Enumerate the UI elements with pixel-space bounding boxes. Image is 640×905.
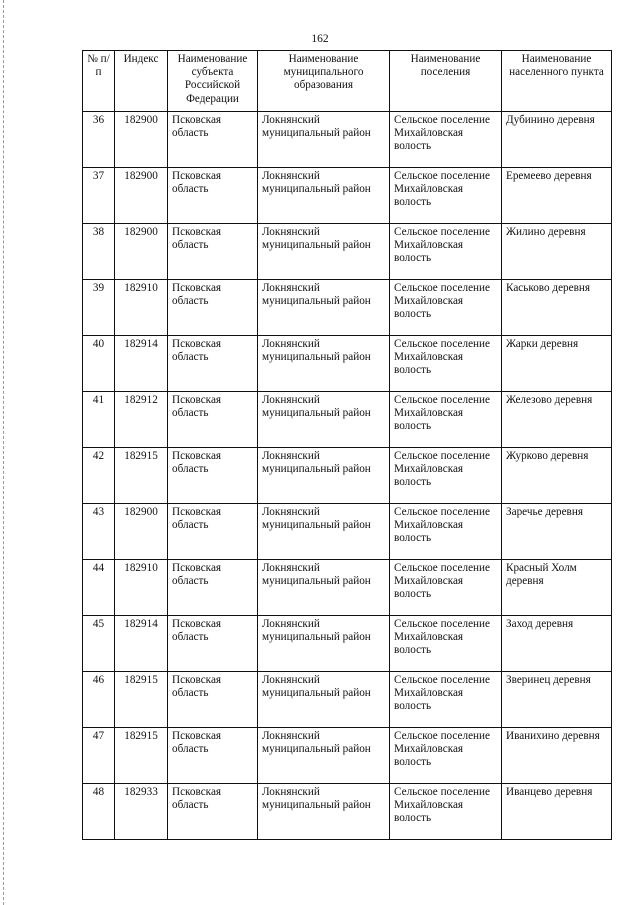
table-body: [83, 112, 612, 840]
locality-name-cell: Каськово деревня: [502, 280, 612, 336]
settlement-name-cell: Сельское поселение Михайловская волость: [390, 224, 502, 280]
postal-index-cell: 182900: [115, 168, 168, 224]
subject-name-cell: Псковская область: [168, 392, 258, 448]
row-number-cell: 36: [83, 112, 115, 168]
row-number-cell: 48: [83, 784, 115, 840]
subject-name-cell: Псковская область: [168, 448, 258, 504]
subject-name-cell: Псковская область: [168, 112, 258, 168]
header-subject: Наименование субъекта Российской Федерации: [168, 51, 258, 112]
locality-name-cell: Жилино деревня: [502, 224, 612, 280]
locality-name-cell: Заход деревня: [502, 616, 612, 672]
settlements-table: [82, 50, 612, 840]
locality-name-cell: Железово деревня: [502, 392, 612, 448]
header-number: № п/п: [83, 51, 115, 112]
postal-index-cell: 182914: [115, 616, 168, 672]
table-row: [83, 448, 612, 504]
municipality-name-cell: Локнянский муниципальный район: [258, 448, 390, 504]
subject-name-cell: Псковская область: [168, 504, 258, 560]
row-number-cell: 47: [83, 728, 115, 784]
row-number-cell: 37: [83, 168, 115, 224]
table-row: [83, 728, 612, 784]
row-number-cell: 46: [83, 672, 115, 728]
header-index: Индекс: [115, 51, 168, 112]
subject-name-cell: Псковская область: [168, 784, 258, 840]
table-row: [83, 616, 612, 672]
row-number-cell: 42: [83, 448, 115, 504]
scan-edge-line: [3, 0, 4, 905]
settlement-name-cell: Сельское поселение Михайловская волость: [390, 616, 502, 672]
municipality-name-cell: Локнянский муниципальный район: [258, 168, 390, 224]
header-settlement: Наименование поселения: [390, 51, 502, 112]
table-row: [83, 784, 612, 840]
table-row: [83, 280, 612, 336]
settlement-name-cell: Сельское поселение Михайловская волость: [390, 392, 502, 448]
header-locality: Наименование населенного пункта: [502, 51, 612, 112]
settlement-name-cell: Сельское поселение Михайловская волость: [390, 560, 502, 616]
subject-name-cell: Псковская область: [168, 672, 258, 728]
municipality-name-cell: Локнянский муниципальный район: [258, 560, 390, 616]
subject-name-cell: Псковская область: [168, 168, 258, 224]
postal-index-cell: 182900: [115, 504, 168, 560]
locality-name-cell: Иванихино деревня: [502, 728, 612, 784]
settlement-name-cell: Сельское поселение Михайловская волость: [390, 504, 502, 560]
row-number-cell: 38: [83, 224, 115, 280]
row-number-cell: 40: [83, 336, 115, 392]
postal-index-cell: 182900: [115, 224, 168, 280]
postal-index-cell: 182915: [115, 448, 168, 504]
locality-name-cell: Зверинец деревня: [502, 672, 612, 728]
row-number-cell: 43: [83, 504, 115, 560]
table-row: [83, 168, 612, 224]
table-header-row: [83, 51, 612, 112]
postal-index-cell: 182914: [115, 336, 168, 392]
locality-name-cell: Иванцево деревня: [502, 784, 612, 840]
table-row: [83, 392, 612, 448]
settlement-name-cell: Сельское поселение Михайловская волость: [390, 280, 502, 336]
row-number-cell: 39: [83, 280, 115, 336]
settlement-name-cell: Сельское поселение Михайловская волость: [390, 728, 502, 784]
settlement-name-cell: Сельское поселение Михайловская волость: [390, 336, 502, 392]
municipality-name-cell: Локнянский муниципальный район: [258, 616, 390, 672]
settlement-name-cell: Сельское поселение Михайловская волость: [390, 672, 502, 728]
postal-index-cell: 182900: [115, 112, 168, 168]
subject-name-cell: Псковская область: [168, 336, 258, 392]
table-row: [83, 504, 612, 560]
postal-index-cell: 182910: [115, 560, 168, 616]
locality-name-cell: Заречье деревня: [502, 504, 612, 560]
municipality-name-cell: Локнянский муниципальный район: [258, 784, 390, 840]
municipality-name-cell: Локнянский муниципальный район: [258, 728, 390, 784]
settlement-name-cell: Сельское поселение Михайловская волость: [390, 784, 502, 840]
municipality-name-cell: Локнянский муниципальный район: [258, 224, 390, 280]
table-row: [83, 560, 612, 616]
row-number-cell: 44: [83, 560, 115, 616]
postal-index-cell: 182910: [115, 280, 168, 336]
municipality-name-cell: Локнянский муниципальный район: [258, 112, 390, 168]
postal-index-cell: 182915: [115, 672, 168, 728]
municipality-name-cell: Локнянский муниципальный район: [258, 336, 390, 392]
subject-name-cell: Псковская область: [168, 560, 258, 616]
header-municipality: Наименование муниципального образования: [258, 51, 390, 112]
locality-name-cell: Жарки деревня: [502, 336, 612, 392]
row-number-cell: 41: [83, 392, 115, 448]
municipality-name-cell: Локнянский муниципальный район: [258, 392, 390, 448]
postal-index-cell: 182915: [115, 728, 168, 784]
locality-name-cell: Журково деревня: [502, 448, 612, 504]
subject-name-cell: Псковская область: [168, 280, 258, 336]
page-number: 162: [311, 33, 329, 45]
municipality-name-cell: Локнянский муниципальный район: [258, 280, 390, 336]
table-row: [83, 672, 612, 728]
subject-name-cell: Псковская область: [168, 224, 258, 280]
row-number-cell: 45: [83, 616, 115, 672]
municipality-name-cell: Локнянский муниципальный район: [258, 672, 390, 728]
municipality-name-cell: Локнянский муниципальный район: [258, 504, 390, 560]
table-row: [83, 336, 612, 392]
subject-name-cell: Псковская область: [168, 728, 258, 784]
locality-name-cell: Красный Холм деревня: [502, 560, 612, 616]
settlement-name-cell: Сельское поселение Михайловская волость: [390, 112, 502, 168]
table-row: [83, 224, 612, 280]
settlement-name-cell: Сельское поселение Михайловская волость: [390, 168, 502, 224]
table-row: [83, 112, 612, 168]
settlement-name-cell: Сельское поселение Михайловская волость: [390, 448, 502, 504]
postal-index-cell: 182912: [115, 392, 168, 448]
subject-name-cell: Псковская область: [168, 616, 258, 672]
locality-name-cell: Дубинино деревня: [502, 112, 612, 168]
postal-index-cell: 182933: [115, 784, 168, 840]
locality-name-cell: Еремеево деревня: [502, 168, 612, 224]
